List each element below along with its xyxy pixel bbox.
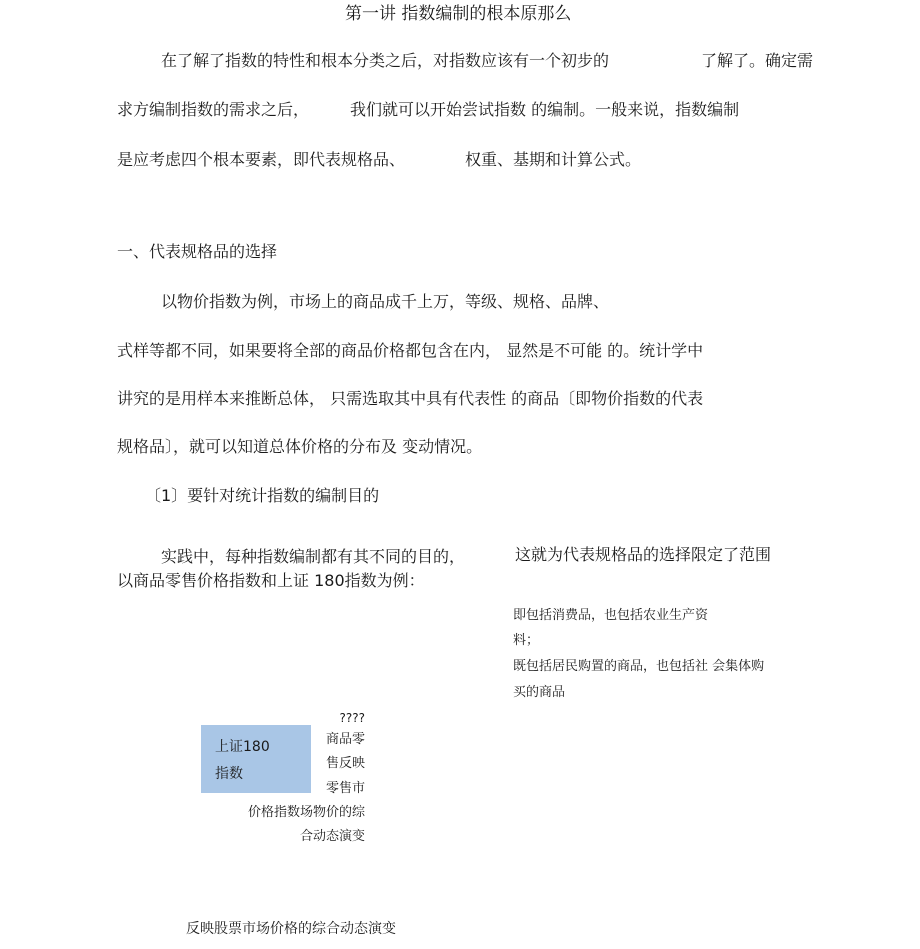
intro-line-3: 是应考虑四个根本要素，即代表规格品、 xyxy=(117,150,406,169)
diagram-label-line: 合动态演变 xyxy=(299,829,365,844)
index-box-line-2: 指数 xyxy=(215,766,243,782)
section-paragraph-line: 规格品〕，就可以知道总体价格的分布及 变动情况。 xyxy=(117,437,483,456)
diagram-label-line: 零售市 xyxy=(325,781,365,796)
subsection-paragraph-line: 以商品零售价格指数和上证 180指数为例： xyxy=(117,571,425,590)
note-line: 既包括居民购置的商品，也包括社 会集体购 xyxy=(513,659,765,674)
subsection-heading: 〔1〕要针对统计指数的编制目的 xyxy=(145,486,380,505)
intro-line-1-end: 了解了。确定需 xyxy=(701,51,814,70)
section-heading: 一、代表规格品的选择 xyxy=(117,242,278,261)
subsection-paragraph-line-end: 这就为代表规格品的选择限定了范围 xyxy=(515,545,772,564)
diagram-label-line: 售反映 xyxy=(325,756,365,771)
index-box-line-1: 上证180 xyxy=(215,739,270,755)
section-paragraph-line: 以物价指数为例，市场上的商品成千上万，等级、规格、品牌、 xyxy=(161,292,610,311)
intro-line-2: 求方编制指数的需求之后， xyxy=(117,100,310,119)
intro-line-1: 在了解了指数的特性和根本分类之后，对指数应该有一个初步的 xyxy=(161,51,610,70)
note-line: 即包括消费品，也包括农业生产资 xyxy=(513,608,709,623)
diagram-bottom-caption: 反映股票市场价格的综合动态演变 xyxy=(186,921,396,937)
intro-line-3-end: 权重、基期和计算公式。 xyxy=(465,150,642,169)
intro-line-2-end: 我们就可以开始尝试指数 的编制。一般来说，指数编制 xyxy=(350,100,740,119)
diagram-label-line: 商品零 xyxy=(325,732,365,747)
diagram-marks: ???? xyxy=(339,711,365,725)
subsection-paragraph-line: 实践中，每种指数编制都有其不同的目的， xyxy=(161,547,466,566)
note-line: 买的商品 xyxy=(513,685,566,700)
page-title: 第一讲 指数编制的根本原那么 xyxy=(345,4,572,24)
section-paragraph-line: 式样等都不同，如果要将全部的商品价格都包含在内， 显然是不可能 的。统计学中 xyxy=(117,341,704,360)
note-line: 料； xyxy=(513,633,540,648)
index-box xyxy=(201,725,311,793)
diagram-label-line: 价格指数场物价的综 xyxy=(247,805,365,820)
section-paragraph-line: 讲究的是用样本来推断总体， 只需选取其中具有代表性 的商品〔即物价指数的代表 xyxy=(117,389,704,408)
